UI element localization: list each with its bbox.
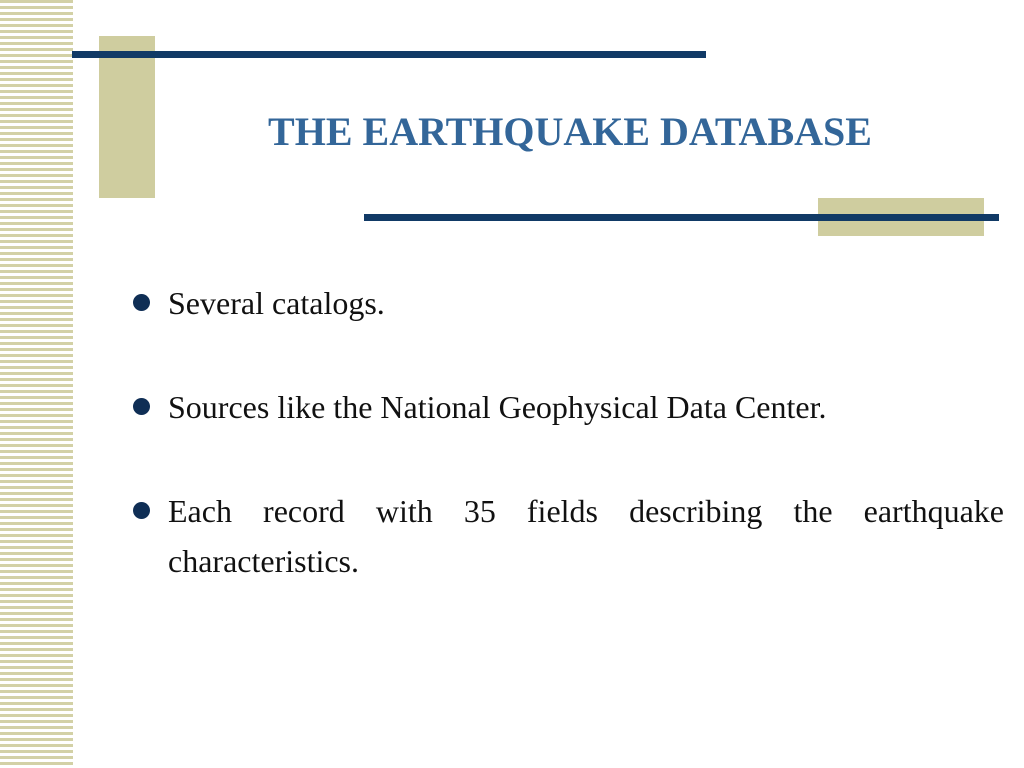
- bullet-list: [130, 278, 1004, 640]
- bullet-dot-icon: [133, 398, 150, 415]
- bullet-dot-icon: [133, 294, 150, 311]
- title-rule-top: [72, 51, 706, 58]
- bullet-text: Sources like the National Geophysical Data Center.: [168, 389, 827, 425]
- bullet-text: Each record with 35 fields describing the earthquake characteristics.: [168, 493, 1004, 579]
- bullet-dot-icon: [133, 502, 150, 519]
- title-rule-bottom: [364, 214, 999, 221]
- bullet-item: [130, 278, 1004, 328]
- left-stripe-decoration: [0, 0, 73, 768]
- bullet-text: Several catalogs.: [168, 285, 385, 321]
- slide-title: THE EARTHQUAKE DATABASE: [268, 109, 872, 154]
- accent-block-top: [99, 36, 155, 198]
- bullet-item: [130, 382, 1004, 432]
- bullet-item: [130, 486, 1004, 586]
